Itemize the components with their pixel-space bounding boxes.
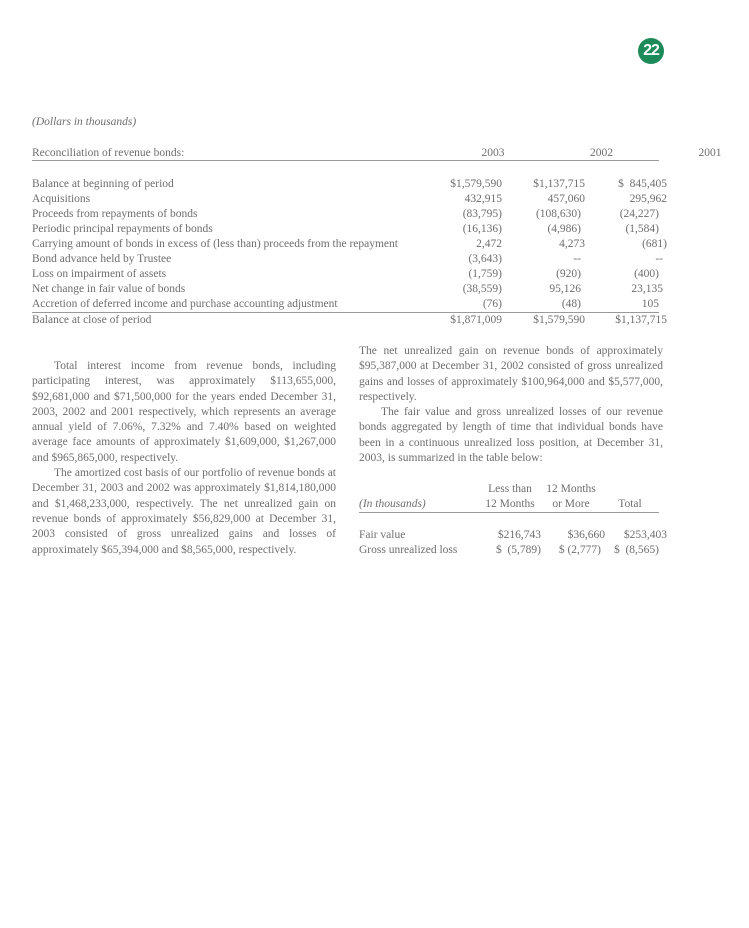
cell-2001: (1,584) <box>625 223 659 235</box>
cell-2002: 95,126 <box>549 283 581 295</box>
cell-2003: (1,759) <box>468 268 502 280</box>
cell-2002: (4,986) <box>547 223 581 235</box>
table-header-row-top <box>359 482 659 497</box>
table-row <box>32 192 667 207</box>
cell-2003: 432,915 <box>464 193 502 205</box>
table-row <box>32 177 667 192</box>
body-column-right <box>359 344 663 466</box>
cell-2001: 23,135 <box>631 283 663 295</box>
cell-2003: $1,871,009 <box>450 314 502 326</box>
table-row <box>32 267 659 282</box>
cell-2001: -- <box>655 253 663 265</box>
table-row <box>32 252 663 267</box>
table-row <box>32 297 659 313</box>
cell-2003: (16,136) <box>462 223 502 235</box>
cell-total: $ (8,565) <box>613 544 659 556</box>
row-label: Fair value <box>359 529 406 541</box>
row-label: Carrying amount of bonds in excess of (less than) proceeds from the repayment <box>32 238 398 250</box>
cell-2003: $1,579,590 <box>450 178 502 190</box>
row-label: Bond advance held by Trustee <box>32 253 172 265</box>
column-header-12-or-more-sub: or More <box>552 498 590 510</box>
row-label: Accretion of deferred income and purchase accounting adjustment <box>32 298 338 310</box>
page-number-badge: 22 <box>638 38 664 64</box>
row-label: Loss on impairment of assets <box>32 268 167 280</box>
table-row-total <box>32 313 667 328</box>
body-column-left <box>32 344 336 558</box>
units-note: (Dollars in thousands) <box>32 116 137 128</box>
cell-2001: 295,962 <box>629 193 667 205</box>
column-header-total-top <box>601 482 659 497</box>
row-label: Balance at beginning of period <box>32 178 174 190</box>
table-row <box>32 282 663 297</box>
cell-2001: $ 845,405 <box>618 178 667 190</box>
header-spacer <box>359 482 479 497</box>
cell-2001: 105 <box>641 298 659 310</box>
cell-2003: (76) <box>482 298 502 310</box>
column-header-total: Total <box>618 498 642 510</box>
row-label: Balance at close of period <box>32 314 152 326</box>
cell-2002: (48) <box>561 298 581 310</box>
paragraph-unrealized-gain-2002: The net unrealized gain on revenue bonds of approximately $95,387,000 at December 31, 2002 consisted of gross unrealized gains and losses of approximately $100,964,000 and $5,577,000, respectively. <box>359 345 663 403</box>
cell-2002: -- <box>573 253 581 265</box>
cell-2002: (108,630) <box>535 208 581 220</box>
cell-12-or-more: $ (2,777) <box>558 544 601 556</box>
cell-2002: $1,579,590 <box>533 314 585 326</box>
cell-2001: (400) <box>634 268 659 280</box>
row-label: Periodic principal repayments of bonds <box>32 223 213 235</box>
cell-2003: (83,795) <box>462 208 502 220</box>
row-label: Net change in fair value of bonds <box>32 283 186 295</box>
table-row <box>359 528 667 543</box>
table-row <box>32 207 659 222</box>
table-row <box>32 222 659 237</box>
paragraph-amortized-cost: The amortized cost basis of our portfolio of revenue bonds at December 31, 2003 and 2002 was approximately $1,814,180,000 and $1,468,233,000, respectively. The net unrealized gain on revenue bonds of approximately $56,829,000 at December 31, 2003 consisted of gross unrealized gains and losses of approximately $65,394,000 and $8,565,000, respectively. <box>32 467 336 556</box>
cell-2003: (38,559) <box>462 283 502 295</box>
cell-2001: (681) <box>642 238 667 250</box>
cell-2002: $1,137,715 <box>533 178 585 190</box>
cell-2003: (3,643) <box>468 253 502 265</box>
cell-less-than-12: $216,743 <box>497 529 541 541</box>
cell-2001: (24,227) <box>619 208 659 220</box>
cell-2002: 4,273 <box>559 238 585 250</box>
table-title: Reconciliation of revenue bonds: <box>32 147 185 159</box>
row-label: Proceeds from repayments of bonds <box>32 208 198 220</box>
cell-2001: $1,137,715 <box>615 314 667 326</box>
cell-2003: 2,472 <box>476 238 502 250</box>
column-header-2002: 2002 <box>590 147 613 159</box>
table-header-row <box>32 146 722 161</box>
reconciliation-table <box>32 146 722 328</box>
paragraph-fair-value-summary: The fair value and gross unrealized losses of our revenue bonds aggregated by length of time that individual bonds have been in a continuous unrealized loss position, at December 31, 2003, is summarized in the table below: <box>359 406 663 465</box>
row-label: Gross unrealized loss <box>359 544 458 556</box>
column-header-less-than-12-sub: 12 Months <box>485 498 535 510</box>
units-label: (In thousands) <box>359 498 426 510</box>
unrealized-loss-table <box>359 482 667 558</box>
cell-2002: (920) <box>556 268 581 280</box>
table-row <box>32 237 667 252</box>
cell-2002: 457,060 <box>547 193 585 205</box>
cell-12-or-more: $36,660 <box>567 529 605 541</box>
column-header-12-or-more: 12 Months <box>546 483 596 495</box>
cell-less-than-12: $ (5,789) <box>495 544 541 556</box>
row-label: Acquisitions <box>32 193 91 205</box>
cell-total: $253,403 <box>623 529 667 541</box>
table-header-row <box>359 497 659 513</box>
column-header-2001: 2001 <box>698 147 722 159</box>
paragraph-interest-income: Total interest income from revenue bonds, including participating interest, was approximately $113,655,000, $92,681,000 and $71,500,000 for the years ended December 31, 2003, 2002 and 2001 respectively, which represents an average annual yield of 7.06%, 7.32% and 7.40% based on weighted average face amounts of approximately $1,609,000, $1,267,000 and $965,865,000, respectively. <box>32 360 336 464</box>
table-row <box>359 543 659 558</box>
column-header-2003: 2003 <box>481 147 505 159</box>
column-header-less-than-12: Less than <box>488 483 532 495</box>
